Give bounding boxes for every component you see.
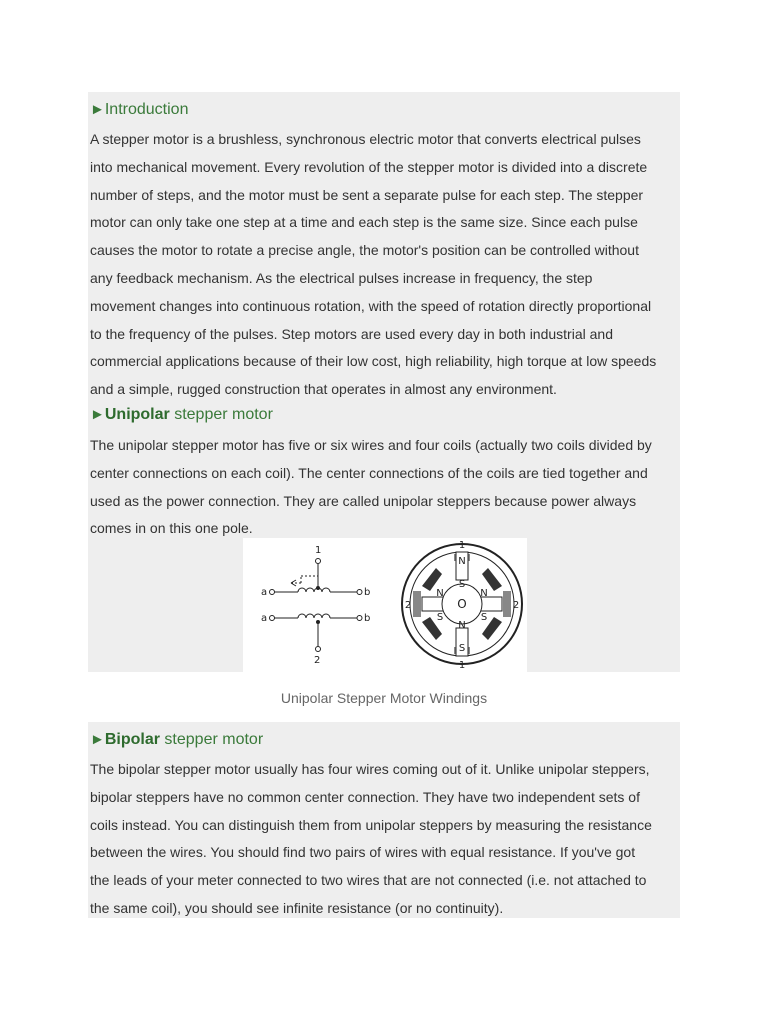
motor-cross-section — [402, 540, 522, 671]
label-a-top: a — [261, 587, 268, 598]
rotor-label: O — [457, 597, 467, 611]
bipolar-paragraph: The bipolar stepper motor usually has four wires coming out of it. Unlike unipolar steppers, bipolar steppers have no common center connection. They have two independent sets of coils instead. You can distinguish them from unipolar steppers by measuring the resistance between the wires. You should find two pairs of wires with equal resistance. If you've got the leads of your meter connected to two wires that are not connected (i.e. not attached to the same coil), you should see infinite resistance (or no continuity). — [90, 761, 652, 916]
pole-label-bottom: 1 — [458, 660, 466, 671]
label-1: 1 — [315, 545, 322, 556]
intro-paragraph: A stepper motor is a brushless, synchronous electric motor that converts electrical pulses into mechanical movement. Every revolution of the stepper motor is divided into a discrete number of steps, and the motor must be sent a separate pulse for each step. The stepper motor can only take one step at a time and each step is the same size. Since each pulse causes the motor to rotate a precise angle, the motor's position can be controlled without any feedback mechanism. As the electrical pulses increase in frequency, the step movement changes into continuous rotation, with the speed of rotation directly proportional to the frequency of the pulses. Step motors are used every day in both industrial and commercial applications because of their low cost, high reliability, high torque at low speeds and a simple, rugged construction that operates in almost any environment. — [90, 131, 657, 398]
pole-s-right: S — [480, 612, 488, 623]
pole-n-left: N — [436, 588, 444, 599]
pole-s-bottom: S — [458, 643, 466, 654]
unipolar-paragraph: The unipolar stepper motor has five or six wires and four coils (actually two coils divided by center connections on each coil). The center connections of the coils are tied together and used as the power connection. They are called unipolar steppers because power always comes in on this one pole. — [90, 437, 652, 537]
windings-diagram — [243, 538, 527, 672]
label-b-top: b — [364, 587, 371, 598]
pole-n-right: N — [480, 588, 488, 599]
unipolar-heading: ►Unipolar stepper motor — [90, 406, 273, 423]
label-b-bottom: b — [364, 613, 371, 624]
pole-label-left: 2 — [404, 600, 412, 611]
label-a-bottom: a — [261, 613, 268, 624]
pole-label-right: 2 — [512, 600, 520, 611]
intro-heading: ►Introduction — [90, 101, 189, 118]
figure-caption: Unipolar Stepper Motor Windings — [280, 690, 488, 706]
label-2: 2 — [314, 655, 321, 666]
coil-schematic — [261, 545, 370, 666]
pole-s-top-inner: S — [458, 579, 466, 590]
unipolar-windings-figure — [243, 538, 527, 672]
triangle-bullet-icon: ► — [90, 406, 105, 423]
pole-n-top: N — [458, 556, 466, 567]
pole-n-bottom-inner: N — [458, 620, 466, 631]
pole-s-left: S — [436, 612, 444, 623]
bipolar-heading: ►Bipolar stepper motor — [90, 731, 264, 748]
triangle-bullet-icon: ► — [90, 101, 105, 118]
triangle-bullet-icon: ► — [90, 731, 105, 748]
pole-label-top: 1 — [458, 540, 466, 551]
